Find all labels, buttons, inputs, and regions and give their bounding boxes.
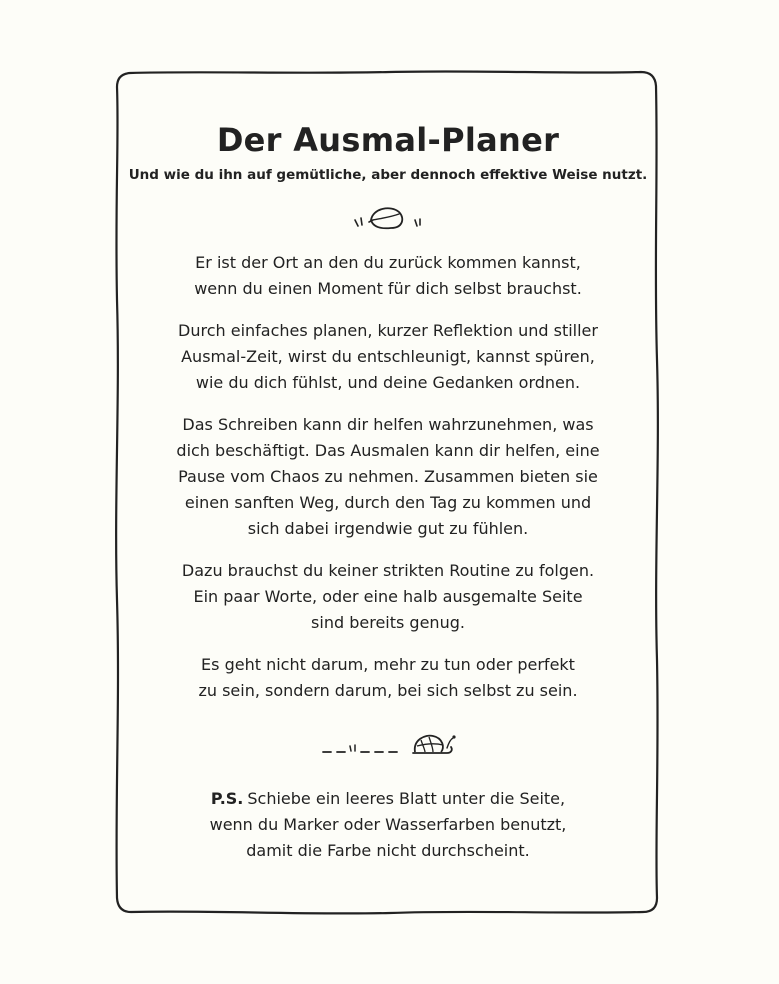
postscript-text: Schiebe ein leeres Blatt unter die Seite, wenn du Marker oder Wasserfarben benutzt, damit die Farbe nicht durchscheint. bbox=[209, 789, 567, 860]
page-title: Der Ausmal-Planer bbox=[216, 121, 560, 159]
paragraph-5: Es geht nicht darum, mehr zu tun oder perfekt zu sein, sondern darum, bei sich selbst zu sein. bbox=[198, 655, 578, 700]
paragraph-1: Er ist der Ort an den du zurück kommen kannst, wenn du einen Moment für dich selbst brauchst. bbox=[194, 253, 582, 298]
page-subtitle: Und wie du ihn auf gemütliche, aber dennoch effektive Weise nutzt. bbox=[128, 167, 648, 183]
leaf-icon bbox=[333, 200, 443, 236]
postscript-label: P.S. bbox=[210, 789, 244, 808]
paragraph-4: Dazu brauchst du keiner strikten Routine zu folgen. Ein paar Worte, oder eine halb ausgemalte Seite sind bereits genug. bbox=[181, 561, 595, 632]
snail-icon bbox=[313, 726, 463, 760]
paragraph-3: Das Schreiben kann dir helfen wahrzunehmen, was dich beschäftigt. Das Ausmalen kann dir helfen, eine Pause vom Chaos zu nehmen. Zusammen bieten sie einen sanften Weg, durch den Tag zu kommen und sich dabei irgendwie gut zu fühlen. bbox=[176, 415, 600, 538]
page-content bbox=[118, 72, 658, 864]
postscript bbox=[128, 786, 648, 864]
paragraph-2: Durch einfaches planen, kurzer Reflektion und stiller Ausmal-Zeit, wirst du entschleunigt, kannst spüren, wie du dich fühlst, und deine Gedanken ordnen. bbox=[178, 321, 598, 392]
